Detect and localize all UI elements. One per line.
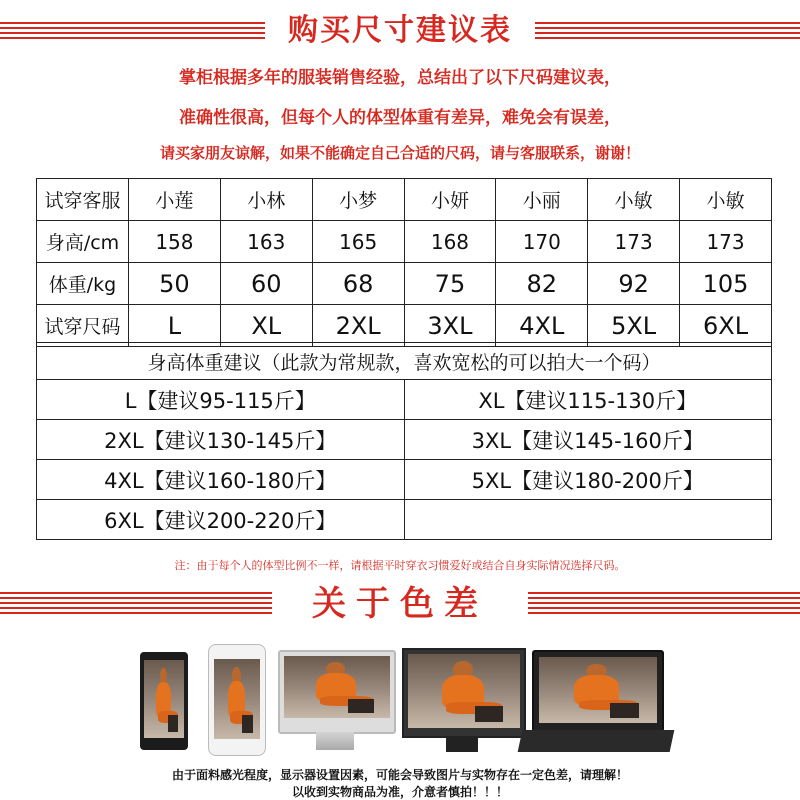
product-photo (214, 659, 260, 739)
phone-white-image (208, 644, 266, 756)
intro-line-2: 准确性很高，但每个人的体型体重有差异，难免会有误差， (179, 108, 621, 128)
table-cell: 68 (312, 263, 404, 305)
phone-black-image (140, 652, 188, 750)
product-photo (144, 660, 184, 738)
table-cell: 173 (588, 221, 680, 263)
header-banner (0, 14, 800, 48)
banner-stripes-right (528, 592, 800, 616)
table-row (37, 179, 772, 221)
imac-stand (316, 732, 354, 750)
row-label: 试穿客服 (37, 179, 129, 221)
table-cell: 小丽 (496, 179, 588, 221)
advice-cell: 3XL【建议145-160斤】 (404, 420, 772, 460)
advice-subtitle: 身高体重建议（此款为常规款，喜欢宽松的可以拍大一个码） (37, 343, 772, 380)
product-photo (284, 656, 390, 718)
laptop-keyboard (518, 730, 675, 752)
advice-cell: L【建议95-115斤】 (37, 380, 405, 420)
footer-line-1: 由于面料感光程度，显示器设置因素，可能会导致图片与实物存在一定色差，请理解！ (171, 768, 628, 782)
table-cell: 小敏 (588, 179, 680, 221)
table-row (37, 380, 772, 420)
device-illustrations (140, 640, 670, 760)
monitor-stand (446, 736, 478, 752)
table-cell: 173 (680, 221, 772, 263)
intro-line-3: 请买家朋友谅解，如果不能确定自己合适的尺码，请与客服联系，谢谢！ (159, 144, 640, 162)
table-cell: 82 (496, 263, 588, 305)
table-row (37, 343, 772, 380)
table-cell: 2XL (312, 305, 404, 347)
table-cell: 170 (496, 221, 588, 263)
section-title: 关于色差 (312, 584, 488, 624)
size-note: 注：由于每个人的体型比例不一样，请根据平时穿衣习惯爱好或结合自身实际情况选择尺码。 (174, 559, 626, 572)
table-cell: XL (220, 305, 312, 347)
table-cell: 6XL (680, 305, 772, 347)
table-cell: L (129, 305, 221, 347)
product-photo (408, 654, 520, 728)
table-cell: 4XL (496, 305, 588, 347)
table-row (37, 305, 772, 347)
table-row (37, 420, 772, 460)
banner-stripes-right (535, 22, 800, 40)
table-row (37, 500, 772, 540)
imac-image (278, 650, 396, 734)
table-row (37, 263, 772, 305)
banner-stripes-left (0, 592, 272, 616)
table-cell: 60 (220, 263, 312, 305)
table-cell: 3XL (404, 305, 496, 347)
table-cell: 165 (312, 221, 404, 263)
footer-line-2: 以收到实物商品为准，介意者慎拍！！！ (291, 785, 508, 799)
table-cell: 168 (404, 221, 496, 263)
table-cell: 小敏 (680, 179, 772, 221)
page-title: 购买尺寸建议表 (288, 13, 512, 48)
advice-cell: 4XL【建议160-180斤】 (37, 460, 405, 500)
table-cell: 小莲 (129, 179, 221, 221)
advice-cell: 5XL【建议180-200斤】 (404, 460, 772, 500)
color-banner (0, 582, 800, 626)
product-photo (539, 657, 657, 723)
table-cell: 92 (588, 263, 680, 305)
advice-cell: 2XL【建议130-145斤】 (37, 420, 405, 460)
row-label: 身高/cm (37, 221, 129, 263)
table-row (37, 460, 772, 500)
advice-cell: XL【建议115-130斤】 (404, 380, 772, 420)
advice-cell-empty (404, 500, 772, 540)
advice-table (36, 342, 772, 540)
table-cell: 小林 (220, 179, 312, 221)
table-cell: 105 (680, 263, 772, 305)
table-cell: 5XL (588, 305, 680, 347)
row-label: 体重/kg (37, 263, 129, 305)
laptop-image (532, 650, 664, 732)
table-row (37, 221, 772, 263)
intro-line-1: 掌柜根据多年的服装销售经验，总结出了以下尺码建议表， (179, 68, 621, 88)
table-cell: 小妍 (404, 179, 496, 221)
table-cell: 50 (129, 263, 221, 305)
banner-stripes-left (0, 22, 265, 40)
table-cell: 163 (220, 221, 312, 263)
advice-cell: 6XL【建议200-220斤】 (37, 500, 405, 540)
lcd-monitor-image (402, 648, 526, 738)
table-cell: 75 (404, 263, 496, 305)
row-label: 试穿尺码 (37, 305, 129, 347)
size-table (36, 178, 772, 347)
table-cell: 158 (129, 221, 221, 263)
table-cell: 小梦 (312, 179, 404, 221)
